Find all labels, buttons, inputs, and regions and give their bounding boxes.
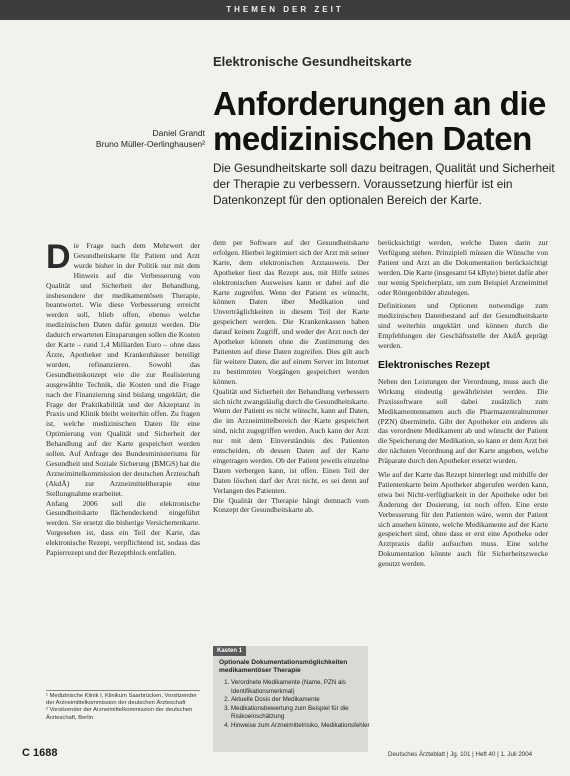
page-number: C 1688 [22,747,58,759]
section-subhead: Elektronisches Rezept [378,358,490,371]
article-column-2 [213,238,369,515]
column-1-paragraph-1: ie Frage nach dem Mehrwert der Gesundheitskarte für Patient und Arzt wurde bisher in der Politik nur mit dem Hinweis auf die Verbesserung von Qualität und Sicherheit der Behandlung, insbesondere der medikamentösen Therapie, beantwortet. Wie diese Verbesserung erreicht werden soll, blieb offen, ebenso welche medizinischen Daten dafür genutzt werden. Die dadurch erwarteten Einsparungen sollen die Kosten der Karte – rund 1,4 Milliarden Euro – ohne dass Ärzte, Apotheker und Krankenhäuser beteiligt wurden, refinanzieren. Sowohl das Gesundheitskonzept wie die zur Realisierung ausgewählte Technik, die Kosten und die Frage nach der Finanzierung sind bislang ungeklärt; die Frage der Praktikabilität und der Akzeptanz in Praxis und Klinik bleibt weiterhin offen. Zu fragen ist, welche medizinischen Daten für eine Optimierung von Qualität und Sicherheit der Behandlung auf der Karte gespeichert werden sollen. Auf Anfrage des Bundesministeriums für Gesundheit und Soziale Sicherung (BMGS) hat die Arzneimittelkommission der deutschen Ärzteschaft (AkdÄ) zur Arzneimitteltherapie eine Stellungnahme erarbeitet. [46,241,200,498]
authors-block [40,128,205,150]
info-box-tag: Kasten 1 [213,646,246,656]
section-header-band: THEMEN DER ZEIT [0,0,570,20]
drop-cap: D [46,238,71,276]
footnote-1: ¹ Medizinische Klinik I, Klinikum Saarbrücken, Vorsitzender der Arzneimittelkommission der deutschen Ärzteschaft [46,693,197,707]
title-line-2: medizinischen Daten [213,120,532,157]
column-3-paragraph-4: Wie auf der Karte das Rezept hinterlegt und mithilfe der Patientenkarte beim Apotheker abgerufen werden kann, etwa bei Nicht-verfügbarkeit in der Apotheke oder bei Änderung der Dosierung, ist noch offen. Eine erste Verbesserung für den Patienten wäre, wenn der Patient sich ansehen könnte, welche Medikamente auf der Karte gespeichert sind, ohne dass er erst eine Apotheke oder Arztpraxis dafür aufsuchen muss. Eine solche Dokumentation könnte auch für Sicherheitszwecke genutzt werden. [378,470,548,569]
lead-paragraph: Die Gesundheitskarte soll dazu beitragen, Qualität und Sicherheit der Therapie zu verbessern. Voraussetzung hierfür ist ein Datenkonzept für den optionalen Bereich der Karte. [213,161,555,207]
info-box [213,646,368,752]
author-2: Bruno Müller-Oerlinghausen² [95,139,205,149]
list-item: 4. Hinweise zum Arzneimittelrisiko, Medikationsfehler [231,722,381,731]
column-2-paragraph-2: Qualität und Sicherheit der Behandlung verbessern sich nicht zwangsläufig durch die Gesundheitskarte. Wenn der Patient es nicht wünscht, kann auf Daten, die im Arzneimittelbereich der Karte gespeichert sind, nicht zugegriffen werden. Auch kann der Arzt nur mit dem Einverständnis des Patienten entscheiden, ob dessen Daten auf der Karte eingetragen werden. Ob der Patient jeweils einzelne Daten verbergen kann, ist offen. Einen Teil der Daten löschen darf der Arzt nicht, es sei denn auf Verlangen des Patienten. [213,386,369,495]
title-line-1: Anforderungen an die [213,85,546,122]
column-3-paragraph-2: Definitionen und Optionen notwendige zum medizinischen Datenbestand auf der Gesundheitskarte sind weiterhin ungeklärt und können durch die Empfehlungen der Geschäftsstelle der AkdÄ geprägt werden. [378,301,548,351]
info-box-title: Optionale Dokumentationsmöglichkeiten medikamentöser Therapie [219,659,348,674]
article-column-3 [378,238,548,569]
column-1-paragraph-2: Anfang 2006 soll die elektronische Gesundheitskarte flächendeckend eingeführt werden. Sie ersetzt die bisherige Versichertenkarte. Vorgesehen ist, dass ein Teil der Karte, das elektronische Rezept, verpflichtend ist, sodass das Papierrezept und der Rezeptblock entfallen. [46,498,200,558]
column-3-paragraph-3: Neben den Leistungen der Verordnung, muss auch die Wirkung eindeutig gewährleistet werden. Die Praxissoftware soll dabei zusätzlich zum Medikamentennamen auch die Pharmazentralnummer (PZN) übermitteln. Gibt der Apotheker ein anderes als das verordnete Medikament ab und wünscht der Patient die Speicherung der Medikation, so kann er dem Arzt bei der nächsten Verordnung auf der Karte angeben, welche Präparate durch den Apotheker ersetzt wurden. [378,376,548,466]
list-item: 3. Medikationsbewertung zum Beispiel für die Risikoeinschätzung [231,705,381,722]
footnotes [46,690,200,722]
column-2-paragraph-3: Die Qualität der Therapie hängt demnach vom Konzept der Gesundheitskarte ab. [213,495,369,515]
list-item: 2. Aktuelle Dosis der Medikamente [231,696,381,705]
column-3-paragraph-1: berücksichtigt werden, welche Daten darin zur Verfügung stehen. Prinzipiell müssen die Wünsche von Patient und Arzt an die Dokumentation berücksichtigt werden. Die Karte (insgesamt 64 kByte) bietet dafür aber nur wenig Speicherplatz, um zum Beispiel Arzneimittel oder Röntgenbilder abzulegen. [378,238,548,297]
info-box-list [215,679,381,731]
rubric-heading: Elektronische Gesundheitskarte [213,54,412,69]
article-title [213,86,563,156]
footnote-2: ² Vorsitzender der Arzneimittelkommission der deutschen Ärzteschaft, Berlin [46,707,193,721]
journal-footer: Deutsches Ärzteblatt | Jg. 101 | Heft 40 | 1. Juli 2004 [388,751,533,758]
article-column-1 [46,238,200,558]
author-1: Daniel Grandt [152,128,205,138]
list-item: 1. Verordnete Medikamente (Name, PZN als Identifikationsmerkmal) [231,679,381,696]
column-2-paragraph-1: dem per Software auf der Gesundheitskarte erfolgen. Hierbei legitimiert sich der Arzt mit seiner Karte, dem elektronischen Arztausweis. Der Apotheker liest das Rezept aus, mit Hilfe seines elektronischen Ausweises kann er dabei auf die Karte zugreifen. Wenn der Patient es wünscht, können Daten über Medikation und Unverträglichkeiten in diesem Teil der Karte gespeichert werden. Die Krankenkassen haben darauf keinen Zugriff, und weder der Arzt noch der Apotheker können ohne die Zustimmung des Patienten auf diese Daten zugreifen. Dies gilt auch für weitere Daten, die auf einem Server im Internet zu bestimmten Vorgängen gespeichert werden können. [213,238,369,386]
